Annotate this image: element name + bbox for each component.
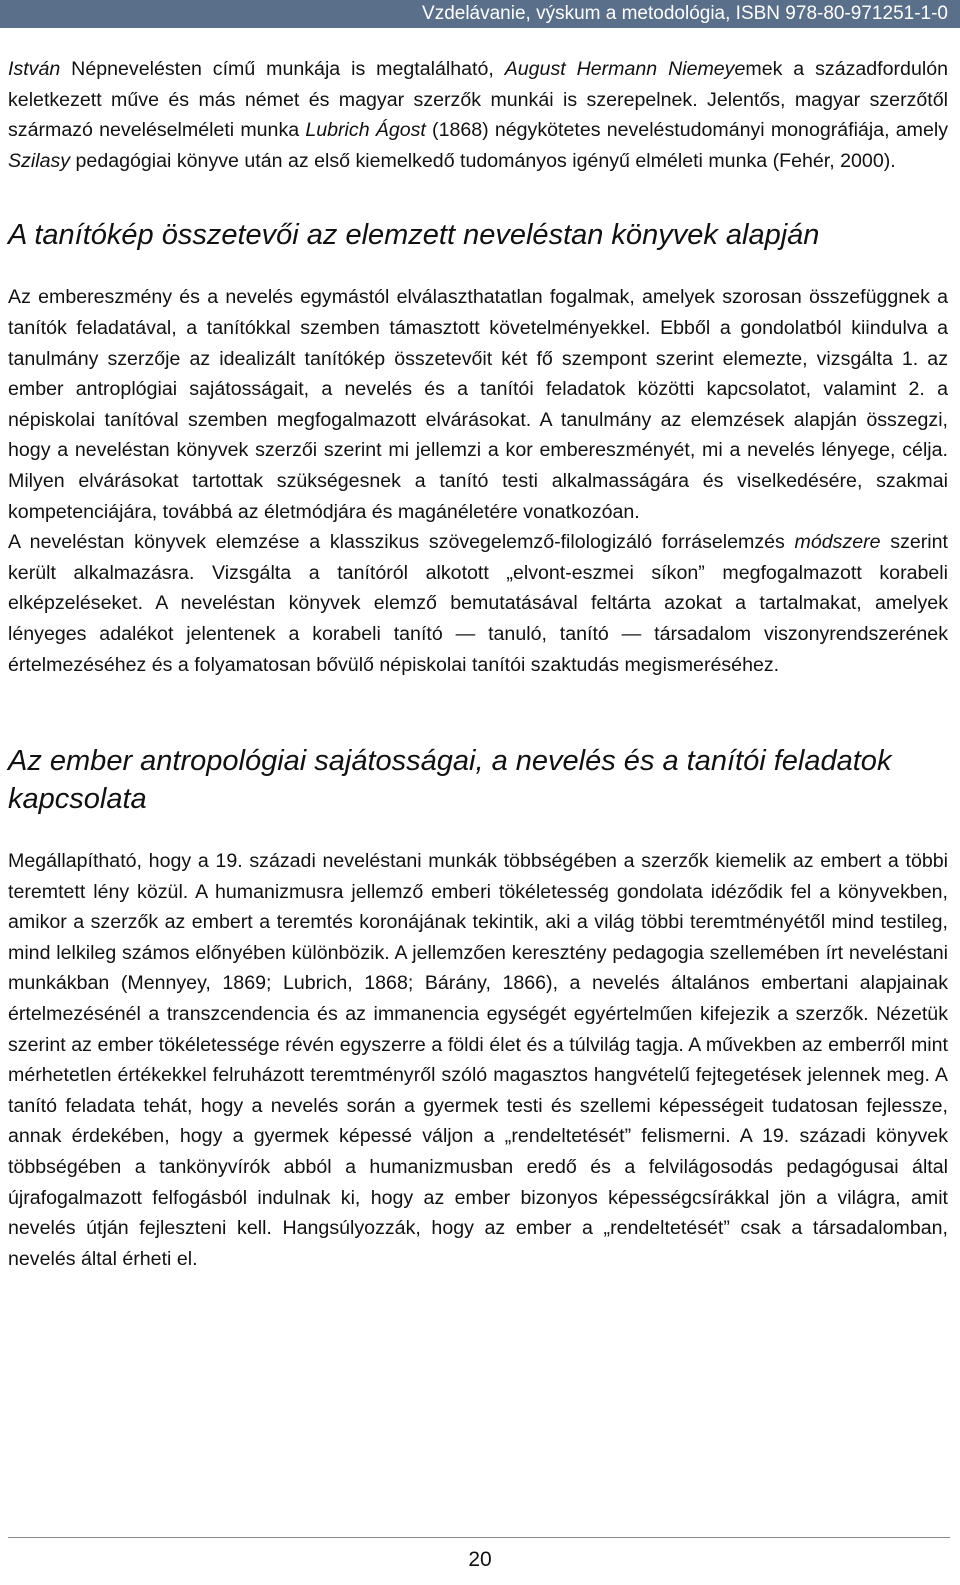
- intro-name-istvan: István: [8, 58, 61, 80]
- running-header: [0, 0, 960, 28]
- section1-p2-text-1: A neveléstan könyvek elemzése a klasszikus szövegelemző-filologizáló forráselemzés: [8, 531, 795, 554]
- intro-paragraph: [8, 54, 948, 176]
- section1-paragraph-2: [8, 527, 948, 680]
- section-heading-teacher-image: A tanítókép összetevői az elemzett neveléstan könyvek alapján: [8, 219, 820, 252]
- footer-divider: [8, 1537, 950, 1538]
- intro-text-3: (1868) négykötetes neveléstudományi monográfiája, amely: [425, 119, 948, 142]
- page-number: 20: [468, 1548, 492, 1571]
- intro-name-lubrich: Lubrich Ágost: [305, 119, 426, 142]
- section-heading-anthropology: Az ember antropológiai sajátosságai, a nevelés és a tanítói feladatok kapcsolata: [8, 745, 892, 816]
- intro-text-4: pedagógiai könyve után az első kiemelkedő tudományos igényű elméleti munka (Fehér, 2000).: [70, 149, 896, 172]
- intro-text-1: Népnevelésten című munkája is megtalálható,: [60, 58, 505, 80]
- intro-name-niemeyer: August Hermann Niemeye: [504, 58, 746, 80]
- section1-paragraph-1: Az embereszmény és a nevelés egymástól elválaszthatatlan fogalmak, amelyek szorosan összefüggnek a tanítók feladatával, a tanítókkal szemben támasztott követelményekkel. Ebből a gondolatból kiindulva a tanulmány szerzője az idealizált tanítókép összetevőit két fő szempont szerint elemezte, vizsgálta 1. az ember antroplógiai sajátosságait, a nevelés és a tanítói feladatok közötti kapcsolatot, valamint 2. a népiskolai tanítóval szemben megfogalmazott elvárásokat. A tanulmány az elemzések alapján összegzi, hogy a neveléstan könyvek szerzői szerint mi jellemzi a kor embereszményét, mi a nevelés lényege, célja. Milyen elvárásokat tartottak szükségesnek a tanító testi alkalmasságára és viselkedésére, szakmai kompetenciájára, továbbá az életmódjára és magánéletére vonatkozóan.: [8, 286, 948, 523]
- intro-name-szilasy: Szilasy: [8, 149, 71, 172]
- section1-p2-method: módszere: [794, 531, 881, 554]
- section1-p2-text-2: szerint került alkalmazásra. Vizsgálta a tanítóról alkotott „elvont-eszmei síkon” megfogalmazott korabeli elképzeléseket. A neveléstan könyvek elemző bemutatásával feltárta azokat a tartalmakat, amelyek lényeges adalékot jelentenek a korabeli tanító — tanuló, tanító — társadalom viszonyrendszerének értelmezéséhez és a folyamatosan bővülő népiskolai tanítói szaktudás megismeréséhez.: [8, 531, 948, 676]
- intro-text-2: mek a századfordulón keletkezett műve és más német és magyar szerzők munkái is szerepelnek. Jelentős, magyar szerzőtől származó neveléselméleti munka: [8, 58, 948, 142]
- running-header-title: Vzdelávanie, výskum a metodológia, ISBN 978-80-971251-1-0: [422, 3, 948, 24]
- section2-paragraph-1: Megállapítható, hogy a 19. századi neveléstani munkák többségében a szerzők kiemelik az embert a többi teremtett lény közül. A humanizmusra jellemző emberi tökéletesség gondolata idéződik fel a könyvekben, amikor a szerzők az embert a teremtés koronájának tekintik, aki a világ többi teremtményétől mind testileg, mind lelkileg számos előnyében különbözik. A jellemzően keresztény pedagogia szellemében írt neveléstani munkákban (Mennyey, 1869; Lubrich, 1868; Bárány, 1866), a nevelés általános embertani alapjainak értelmezésénél a transzcendencia és az immanencia egységét egyértelműen kifejezik a szerzők. Nézetük szerint az ember tökéletessége révén egyszerre a földi élet és a túlvilág tagja. A művekben az emberről mint mérhetetlen értékekkel felruházott teremtményről szóló magasztos hangvételű fejtegetések jelennek meg. A tanító feladata tehát, hogy a nevelés során a gyermek testi és szellemi képességeit tudatosan fejlessze, annak érdekében, hogy a gyermek képessé váljon a „rendeltetését” felismerni. A 19. századi könyvek többségében a tankönyvírók abból a humanizmusban eredő és a felvilágosodás pedagógusai által újrafogalmazott felfogásból indulnak ki, hogy az ember bizonyos képességcsírákkal jön a világra, amit nevelés útján fejleszteni kell. Hangsúlyozzák, hogy az ember a „rendeltetését” csak a társadalomban, nevelés által érheti el.: [8, 850, 948, 1270]
- page-content: [8, 54, 948, 1274]
